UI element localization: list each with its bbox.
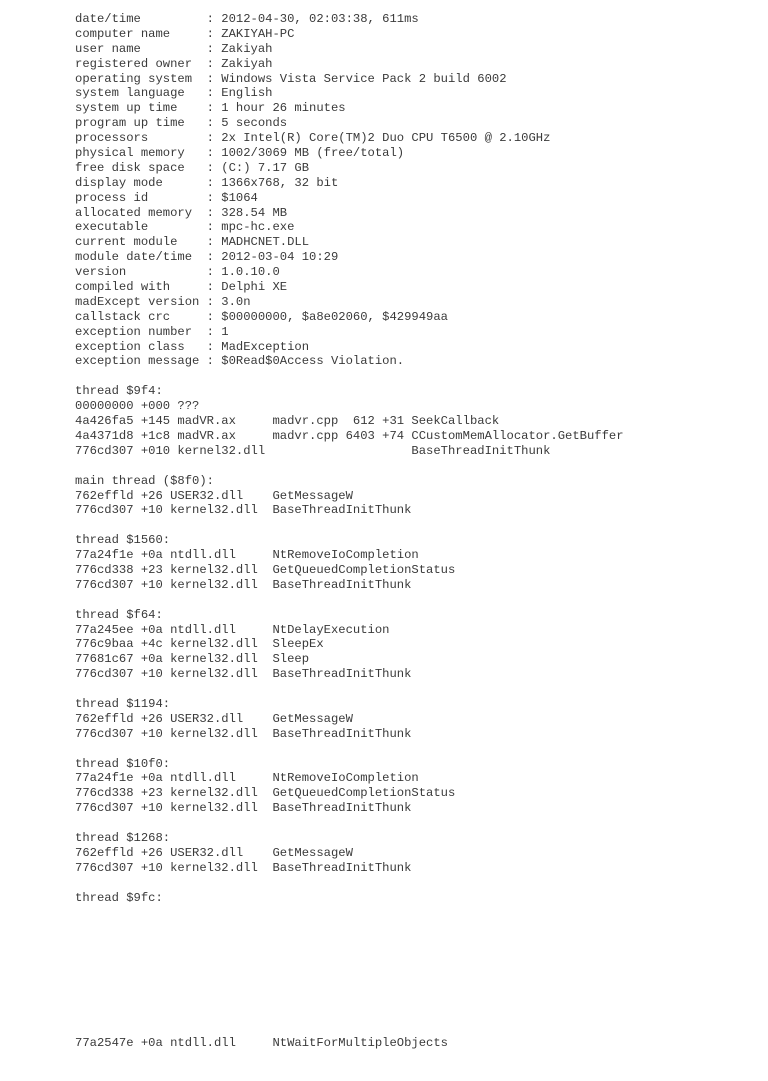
callstack-frame: 4a4371d8 +1c8 madVR.ax madvr.cpp 6403 +74 CCustomMemAllocator.GetBuffer — [75, 428, 624, 443]
blank-line — [75, 369, 624, 384]
report-header-line: system up time : 1 hour 26 minutes — [75, 101, 346, 116]
callstack-frame: 776cd307 +010 kernel32.dll BaseThreadInitThunk — [75, 443, 551, 458]
callstack-frame: 77681c67 +0a kernel32.dll Sleep — [75, 652, 310, 667]
callstack-frame: 77a2547e +0a ntdll.dll NtWaitForMultipleObjects — [75, 1035, 448, 1050]
callstack-frame: 776cd307 +10 kernel32.dll BaseThreadInitThunk — [75, 503, 412, 518]
blank-line — [75, 876, 624, 891]
report-header-line: free disk space : (C:) 7.17 GB — [75, 160, 310, 175]
blank-line — [75, 518, 624, 533]
callstack-frame: 4a426fa5 +145 madVR.ax madvr.cpp 612 +31 SeekCallback — [75, 414, 500, 429]
report-header-line: madExcept version : 3.0n — [75, 294, 251, 309]
report-header-line: executable : mpc-hc.exe — [75, 220, 295, 235]
report-header-line: display mode : 1366x768, 32 bit — [75, 175, 339, 190]
report-header-line: registered owner : Zakiyah — [75, 56, 273, 71]
thread-title: main thread ($8f0): — [75, 473, 214, 488]
thread-title: thread $9f4: — [75, 384, 163, 399]
callstack-frame: 762effld +26 USER32.dll GetMessageW — [75, 711, 353, 726]
callstack-frame: 762effld +26 USER32.dll GetMessageW — [75, 488, 353, 503]
thread-title: thread $1194: — [75, 696, 171, 711]
report-header-line: computer name : ZAKIYAH-PC — [75, 26, 295, 41]
blank-line — [75, 742, 624, 757]
callstack-frame: 776cd307 +10 kernel32.dll BaseThreadInitThunk — [75, 667, 412, 682]
report-header-line: exception class : MadException — [75, 339, 310, 354]
callstack-frame: 762effld +26 USER32.dll GetMessageW — [75, 845, 353, 860]
report-header-line: callstack crc : $00000000, $a8e02060, $429949aa — [75, 309, 448, 324]
thread-title: thread $10f0: — [75, 756, 171, 771]
bug-report-text — [75, 12, 624, 905]
callstack-frame: 776cd307 +10 kernel32.dll BaseThreadInitThunk — [75, 860, 412, 875]
callstack-frame: 776cd307 +10 kernel32.dll BaseThreadInitThunk — [75, 577, 412, 592]
blank-line — [75, 682, 624, 697]
callstack-frame: 77a245ee +0a ntdll.dll NtDelayExecution — [75, 622, 390, 637]
thread-title: thread $1268: — [75, 830, 171, 845]
thread-title: thread $1560: — [75, 533, 171, 548]
thread-title: thread $9fc: — [75, 890, 163, 905]
blank-line — [75, 816, 624, 831]
report-header-line: operating system : Windows Vista Service Pack 2 build 6002 — [75, 71, 507, 86]
callstack-frame: 776cd338 +23 kernel32.dll GetQueuedCompletionStatus — [75, 786, 456, 801]
callstack-frame: 00000000 +000 ??? — [75, 399, 200, 414]
blank-line — [75, 593, 624, 608]
report-header-line: compiled with : Delphi XE — [75, 280, 288, 295]
report-header-line: allocated memory : 328.54 MB — [75, 205, 288, 220]
report-header-line: program up time : 5 seconds — [75, 116, 288, 131]
report-header-line: user name : Zakiyah — [75, 41, 273, 56]
callstack-frame: 776cd338 +23 kernel32.dll GetQueuedCompletionStatus — [75, 562, 456, 577]
report-header-line: exception number : 1 — [75, 324, 229, 339]
report-header-line: physical memory : 1002/3069 MB (free/total) — [75, 146, 405, 161]
report-header-line: processors : 2x Intel(R) Core(TM)2 Duo CPU T6500 @ 2.10GHz — [75, 131, 551, 146]
callstack-frame: 776c9baa +4c kernel32.dll SleepEx — [75, 637, 324, 652]
thread-title: thread $f64: — [75, 607, 163, 622]
callstack-frame: 776cd307 +10 kernel32.dll BaseThreadInitThunk — [75, 726, 412, 741]
callstack-frame: 776cd307 +10 kernel32.dll BaseThreadInitThunk — [75, 801, 412, 816]
footer-callstack-line — [75, 1006, 448, 1081]
report-header-line: process id : $1064 — [75, 190, 258, 205]
blank-line — [75, 459, 624, 474]
report-header-line: system language : English — [75, 86, 273, 101]
report-header-line: date/time : 2012-04-30, 02:03:38, 611ms — [75, 12, 419, 26]
callstack-frame: 77a24f1e +0a ntdll.dll NtRemoveIoCompletion — [75, 771, 419, 786]
report-header-line: current module : MADHCNET.DLL — [75, 235, 310, 250]
report-header-line: version : 1.0.10.0 — [75, 265, 280, 280]
report-header-line: module date/time : 2012-03-04 10:29 — [75, 250, 339, 265]
report-header-line: exception message : $0Read$0Access Violation. — [75, 354, 405, 369]
callstack-frame: 77a24f1e +0a ntdll.dll NtRemoveIoCompletion — [75, 548, 419, 563]
